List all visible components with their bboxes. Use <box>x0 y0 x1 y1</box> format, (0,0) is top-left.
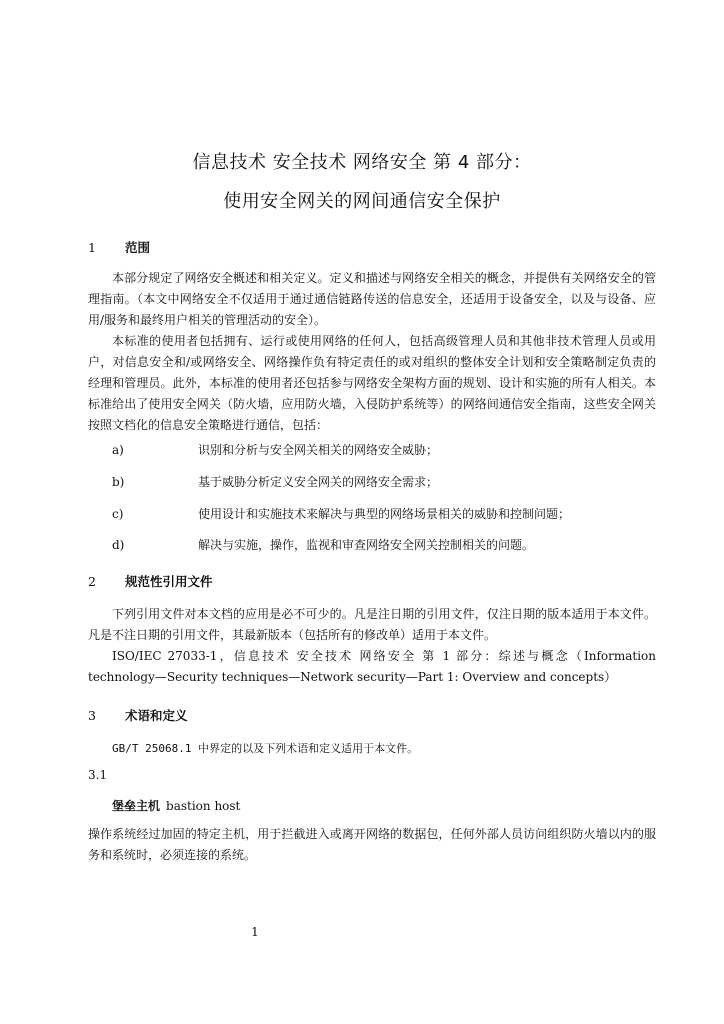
scope-paragraph-1: 本部分规定了网络安全概述和相关定义。定义和描述与网络安全相关的概念，并提供有关网络安全的管理指南。（本文中网络安全不仅适用于通过通信链路传送的信息安全，还适用于设备安全，以及与设备、应用/服务和最终用户相关的管理活动的安全）。 <box>88 271 656 327</box>
document-title-line2: 使用安全网关的网间通信安全保护 <box>223 191 501 212</box>
list-marker: a) <box>112 443 124 457</box>
term-number: 3.1 <box>88 768 108 782</box>
normative-paragraph-1: 下列引用文件对本文档的应用是必不可少的。凡是注日期的引用文件，仅注日期的版本适用于本文件。凡是不注日期的引用文件，其最新版本（包括所有的修改单）适用于本文件。 <box>88 607 656 642</box>
list-marker: d) <box>112 538 125 552</box>
term-entry <box>112 797 240 814</box>
normative-reference: ISO/IEC 27033-1，信息技术 安全技术 网络安全 第 1 部分：综述与概念（Information technology—Security techniques—Network security—Part 1: Overview and concepts） <box>88 649 656 684</box>
term-english: bastion host <box>166 799 241 813</box>
list-item <box>112 472 438 492</box>
term-definition: 操作系统经过加固的特定主机，用于拦截进入或离开网络的数据包，任何外部人员访问组织防火墙以内的服务和系统时，必须连接的系统。 <box>88 827 656 862</box>
list-text: 使用设计和实施技术来解决与典型的网络场景相关的威胁和控制问题； <box>198 507 571 521</box>
section-number: 3 <box>88 708 96 723</box>
term-chinese: 堡垒主机 <box>112 799 161 813</box>
list-item <box>112 535 534 555</box>
section-title: 术语和定义 <box>125 708 188 723</box>
scope-paragraph-2: 本标准的使用者包括拥有、运行或使用网络的任何人，包括高级管理人员和其他非技术管理人员或用户，对信息安全和/或网络安全、网络操作负有特定责任的或对组织的整体安全计划和安全策略制定负责的经理和管理员。此外，本标准的使用者还包括参与网络安全架构方面的规划、设计和实施的所有人相关。本标准给出了使用安全网关（防火墙，应用防火墙，入侵防护系统等）的网络间通信安全指南，这些安全网关按照文档化的信息安全策略进行通信，包括： <box>88 334 656 432</box>
terms-intro: GB/T 25068.1 中界定的以及下列术语和定义适用于本文件。 <box>112 742 419 755</box>
section-number: 1 <box>88 240 96 255</box>
section-number: 2 <box>88 574 96 589</box>
section-1-heading <box>88 238 150 256</box>
document-title-line1: 信息技术 安全技术 网络安全 第 4 部分： <box>192 152 532 173</box>
section-2-heading <box>88 572 213 590</box>
list-text: 基于威胁分析定义安全网关的网络安全需求； <box>198 475 439 489</box>
list-marker: b) <box>112 475 125 489</box>
page-number: 1 <box>251 925 259 939</box>
list-item <box>112 504 570 524</box>
list-marker: c) <box>112 507 124 521</box>
list-text: 识别和分析与安全网关相关的网络安全威胁； <box>198 443 439 457</box>
section-title: 范围 <box>125 240 151 255</box>
section-title: 规范性引用文件 <box>125 574 213 589</box>
list-text: 解决与实施，操作，监视和审查网络安全网关控制相关的问题。 <box>198 538 535 552</box>
list-item <box>112 440 438 460</box>
section-3-heading <box>88 706 188 724</box>
